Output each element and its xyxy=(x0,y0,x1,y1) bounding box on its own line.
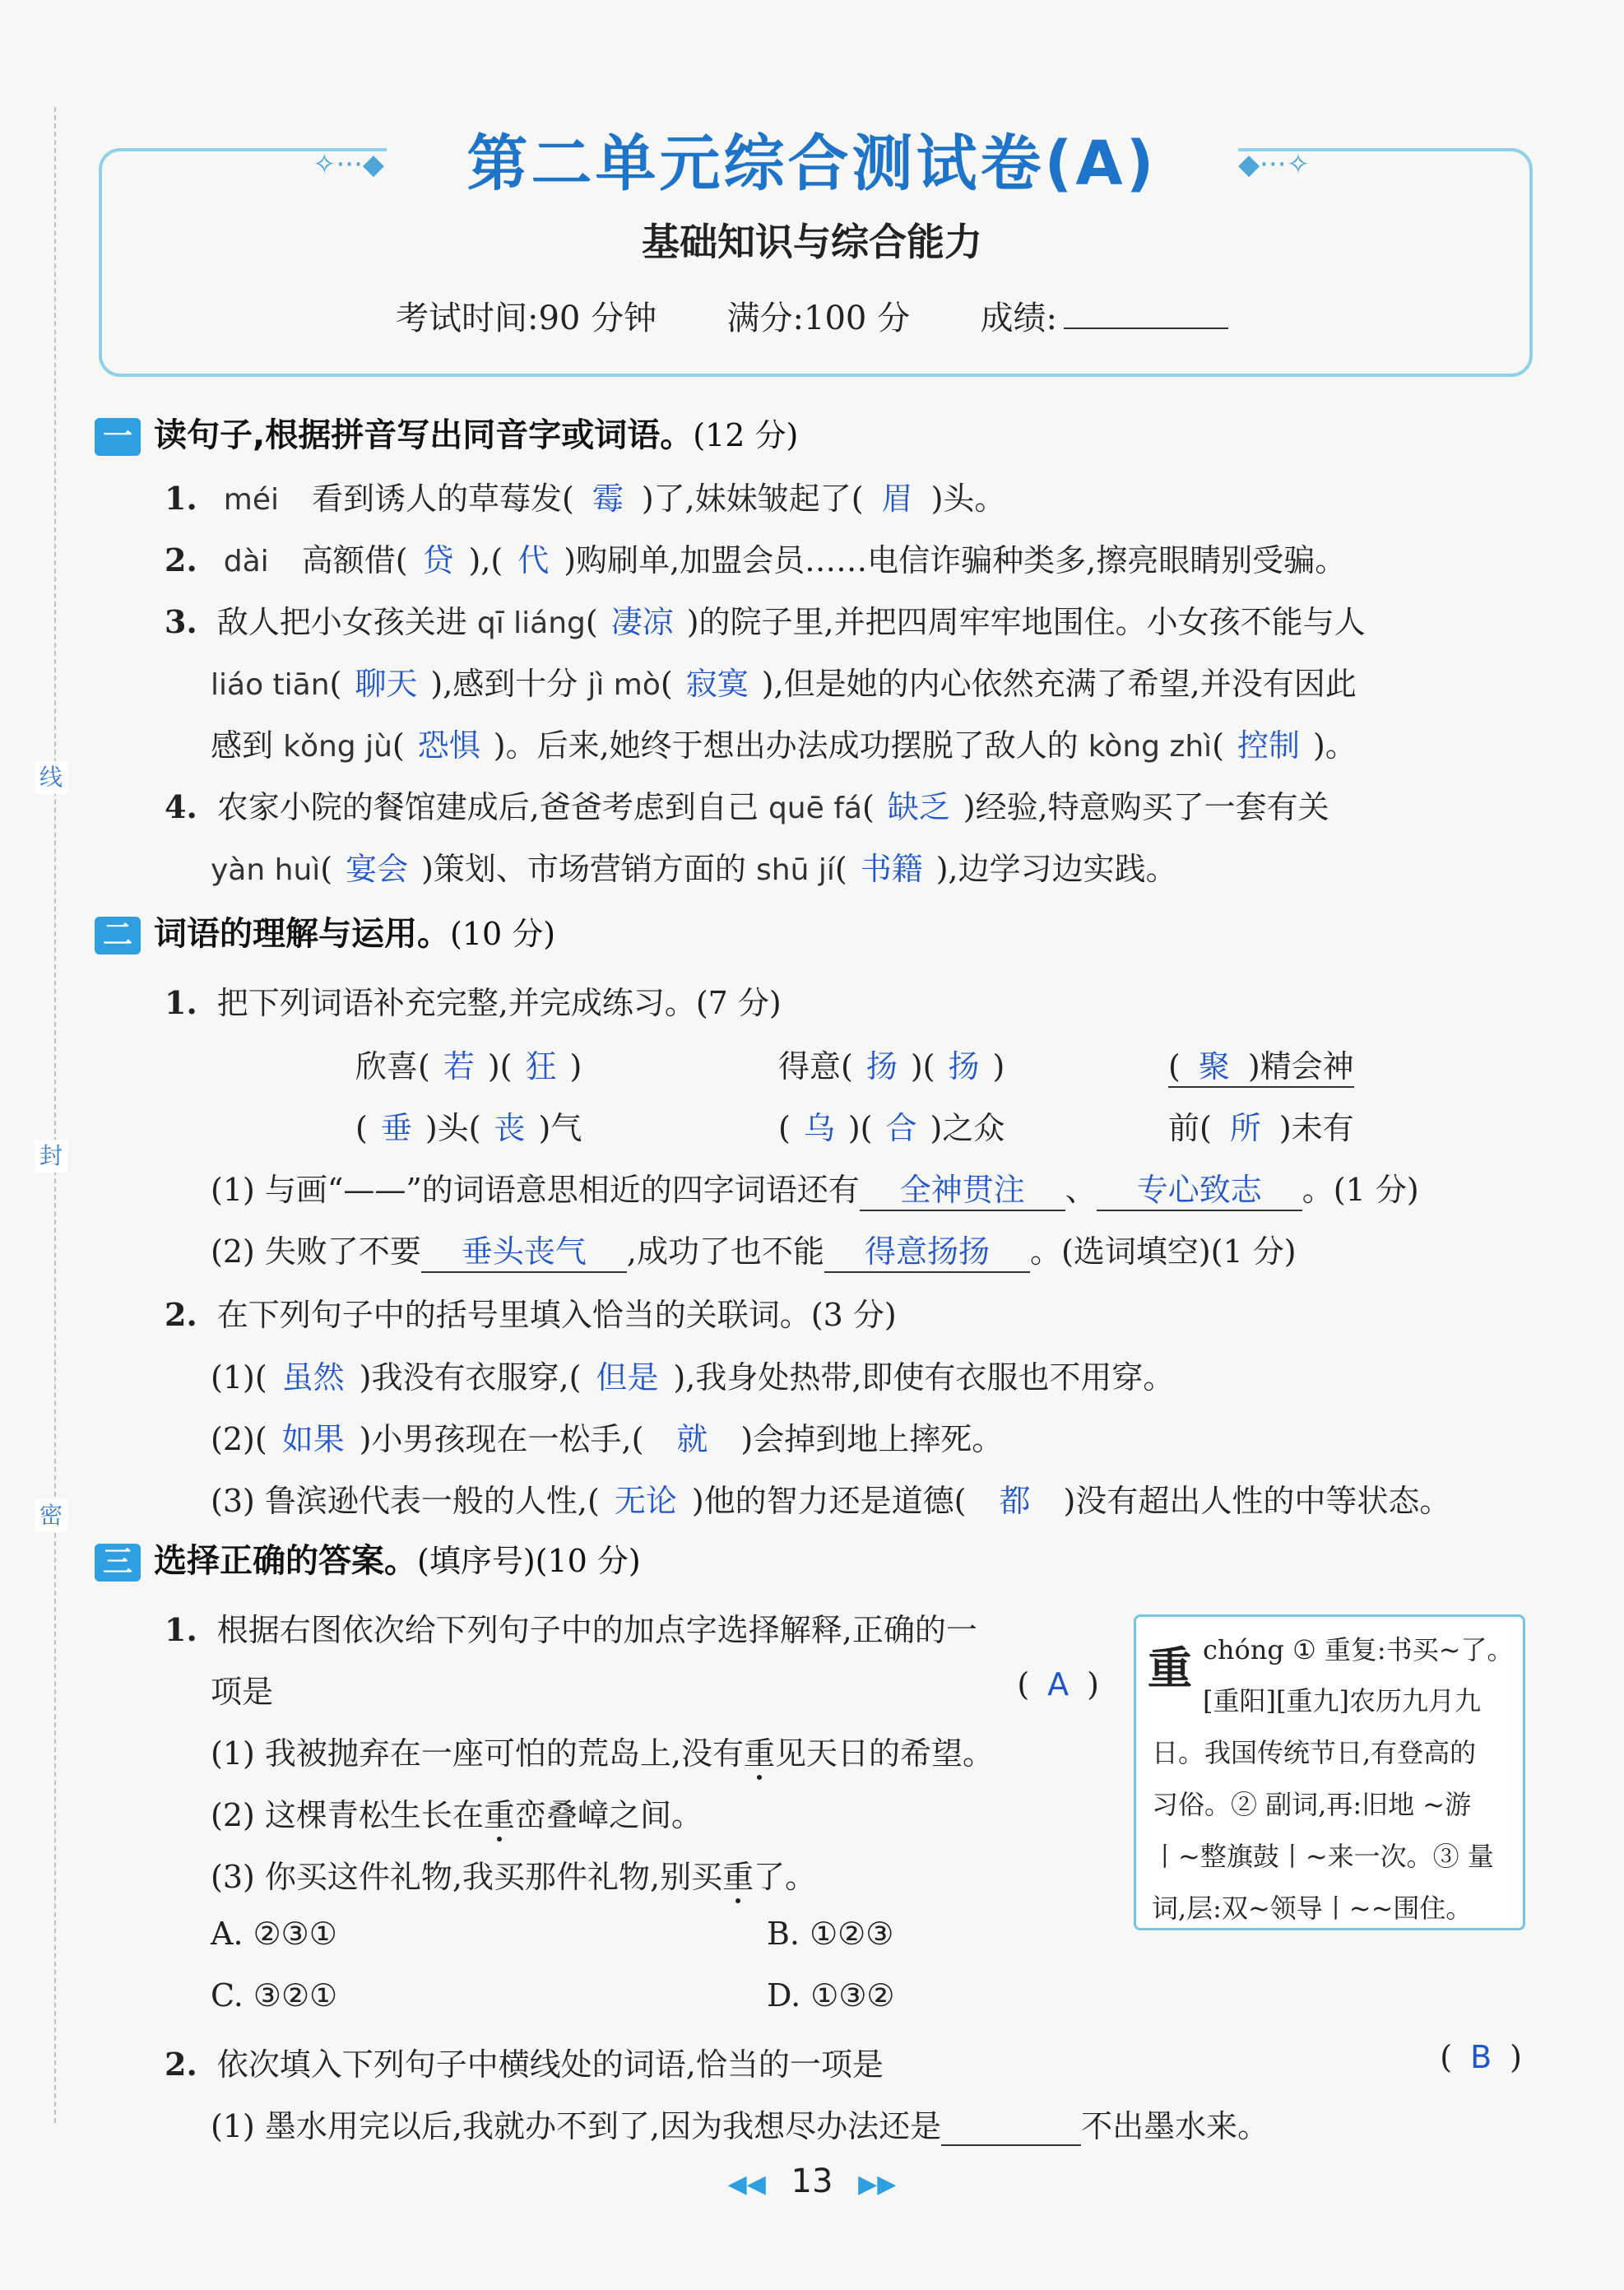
page-subtitle: 基础知识与综合能力 xyxy=(642,220,982,264)
option-c[interactable]: C. ③②① xyxy=(211,1977,338,2014)
dotted-char: 重 xyxy=(483,1797,515,1833)
text: )的院子里,并把四周牢牢地围住。小女孩不能与人 xyxy=(686,604,1366,640)
text: )。后来,她终于想出办法成功摆脱了敌人的 xyxy=(493,727,1088,764)
text: ,成功了也不能 xyxy=(626,1233,825,1270)
dict-line-4: 习俗。② 副词,再:旧地 ~游 xyxy=(1152,1789,1472,1820)
word-1: 欣喜( 若 )( 狂 ) xyxy=(355,1048,582,1085)
s1-q2 xyxy=(165,535,1346,580)
answer[interactable]: 如果 xyxy=(281,1421,345,1457)
dict-line-5: 丨~整旗鼓丨~来一次。③ 量 xyxy=(1152,1841,1494,1872)
text: (2) 失败了不要 xyxy=(211,1233,421,1270)
answer[interactable]: 乌 xyxy=(803,1110,835,1146)
answer[interactable]: 贷 xyxy=(422,542,454,578)
answer[interactable]: B xyxy=(1470,2039,1492,2075)
pinyin: jì mò xyxy=(587,668,661,702)
s2-r2: (2)( 如果 )小男孩现在一松手,( 就 )会掉到地上摔死。 xyxy=(211,1421,1004,1457)
text: 项是 xyxy=(211,1674,274,1710)
word-4: ( 垂 )头( 丧 )气 xyxy=(355,1110,582,1146)
answer[interactable]: 垂 xyxy=(380,1110,412,1146)
text: 把下列词语补充完整,并完成练习。(7 分) xyxy=(216,985,782,1021)
word-2: 得意( 扬 )( 扬 ) xyxy=(778,1048,1005,1085)
s2-q1 xyxy=(165,978,782,1023)
fill-blank[interactable] xyxy=(941,2111,1081,2146)
pinyin: quē fá xyxy=(768,792,862,825)
score-blank[interactable] xyxy=(1064,327,1228,329)
s3-q2 xyxy=(165,2039,1522,2084)
word-3-underlined: ( 聚 )精会神 xyxy=(1168,1041,1354,1088)
answer[interactable]: 虽然 xyxy=(281,1359,345,1396)
answer[interactable]: 丧 xyxy=(494,1110,526,1146)
s3-sentence-3: (3) 你买这件礼物,我买那件礼物,别买重了。 xyxy=(211,1859,817,1895)
answer[interactable]: 寂寞 xyxy=(685,666,749,702)
pinyin: kòng zhì xyxy=(1088,730,1213,764)
section-3-heading xyxy=(95,1535,641,1582)
s3-q1-line1 xyxy=(165,1605,977,1650)
s3-sentence-2: (2) 这棵青松生长在重峦叠嶂之间。 xyxy=(211,1797,703,1833)
next-arrows-icon: ▶▶ xyxy=(858,2170,897,2199)
s2-r3: (3) 鲁滨逊代表一般的人性,( 无论 )他的智力还是道德( 都 )没有超出人性的中等状态。 xyxy=(211,1483,1451,1519)
text: )。 xyxy=(1313,727,1357,764)
text: 农家小院的餐馆建成后,爸爸考虑到自己 xyxy=(216,789,768,825)
text: ),边学习边实践。 xyxy=(935,851,1177,887)
answer-blank[interactable]: 得意扬扬 xyxy=(824,1226,1030,1273)
answer[interactable]: 无论 xyxy=(614,1483,677,1519)
answer[interactable]: 霉 xyxy=(592,481,624,517)
page-title: 第二单元综合测试卷(A) xyxy=(466,128,1158,199)
s1-q3-line1 xyxy=(165,597,1366,642)
text: )经验,特意购买了一套有关 xyxy=(963,789,1329,825)
question-number: 1. xyxy=(165,1611,197,1648)
option-d[interactable]: D. ①③② xyxy=(767,1977,895,2014)
s1-q4-line2 xyxy=(211,843,1177,889)
pinyin: méi xyxy=(223,483,279,517)
dict-line-2: [重阳][重九]农历九月九 xyxy=(1203,1685,1481,1716)
text: ( xyxy=(861,789,875,825)
section-1-title: 读句子,根据拼音写出同音字或词语。 xyxy=(154,416,694,454)
margin-tag-secret: 密 xyxy=(35,1499,67,1532)
answer[interactable]: 书籍 xyxy=(860,851,923,887)
text: )头。 xyxy=(930,481,1006,517)
answer[interactable]: 所 xyxy=(1229,1110,1261,1146)
s3-sentence-1: (1) 我被抛弃在一座可怕的荒岛上,没有重见天日的希望。 xyxy=(211,1735,995,1772)
answer-bracket: ( B ) xyxy=(1440,2039,1522,2075)
exam-full-score: 满分:100 分 xyxy=(726,300,911,337)
text: ),但是她的内心依然充满了希望,并没有因此 xyxy=(761,666,1357,702)
text: ( xyxy=(320,851,333,887)
margin-tag-line: 线 xyxy=(35,761,67,794)
exam-score-label: 成绩: xyxy=(980,300,1057,337)
text: ( xyxy=(660,666,673,702)
exam-time: 考试时间:90 分钟 xyxy=(396,300,657,337)
text: 敌人把小女孩关进 xyxy=(216,604,477,640)
s3-q2-sentence-1: (1) 墨水用完以后,我就办不到了,因为我想尽办法还是 不出墨水来。 xyxy=(211,2108,1269,2144)
s3-q1-line2 xyxy=(211,1666,1099,1712)
right-ornament-icon: ◆···✧ xyxy=(1238,148,1311,181)
answer[interactable]: 狂 xyxy=(525,1048,557,1085)
dotted-char: 重 xyxy=(744,1735,776,1772)
answer[interactable]: 代 xyxy=(517,542,550,578)
text: 高额借( xyxy=(301,542,408,578)
answer[interactable]: 恐惧 xyxy=(417,727,480,764)
s1-q3-line3 xyxy=(211,720,1357,765)
word-6: 前( 所 )未有 xyxy=(1168,1110,1354,1146)
s1-q4-line1 xyxy=(165,782,1329,827)
s1-q1 xyxy=(165,473,1005,518)
question-number: 2. xyxy=(165,541,197,578)
s1-q3-line2 xyxy=(211,658,1357,704)
pinyin: shū jí xyxy=(756,853,835,887)
answer[interactable]: 扬 xyxy=(865,1048,898,1085)
section-1-heading xyxy=(95,409,798,456)
text: ( xyxy=(1212,727,1224,764)
section-3-number: 三 xyxy=(95,1544,141,1582)
pinyin: kǒng jù xyxy=(283,730,392,764)
text: ( xyxy=(834,851,847,887)
question-number: 1. xyxy=(165,984,197,1021)
page-number-bar xyxy=(0,2162,1624,2200)
option-b[interactable]: B. ①②③ xyxy=(767,1916,894,1952)
section-1-points: (12 分) xyxy=(693,417,799,453)
pinyin: dài xyxy=(223,545,269,578)
text: 根据右图依次给下列句子中的加点字选择解释,正确的一 xyxy=(216,1612,977,1648)
section-2-heading xyxy=(95,908,555,955)
dictionary-headword: 重 xyxy=(1148,1642,1192,1694)
s2-p2 xyxy=(211,1226,1297,1273)
question-number: 2. xyxy=(165,1296,197,1333)
answer[interactable]: 若 xyxy=(443,1048,475,1085)
s2-q2 xyxy=(165,1289,897,1335)
text: ( xyxy=(329,666,342,702)
text: ( xyxy=(585,604,598,640)
word-5: ( 乌 )( 合 )之众 xyxy=(778,1110,1005,1146)
dict-line-6: 词,层:双~领导丨~~围住。 xyxy=(1152,1893,1473,1924)
text: 感到 xyxy=(211,727,284,764)
left-ornament-icon: ✧···◆ xyxy=(313,148,385,181)
answer-blank[interactable]: 专心致志 xyxy=(1097,1164,1302,1211)
text: 在下列句子中的括号里填入恰当的关联词。(3 分) xyxy=(216,1297,897,1333)
s2-p1: (1) 与画“——”的词语意思相近的四字词语还有 全神贯注 、 专心致志 。(1 分) xyxy=(211,1164,1419,1211)
text: 依次填入下列句子中横线处的词语,恰当的一项是 xyxy=(216,2046,884,2083)
text: (1) 与画“——”的词语意思相近的四字词语还有 xyxy=(211,1172,860,1208)
section-3-title: 选择正确的答案。 xyxy=(154,1542,417,1580)
answer[interactable]: 聚 xyxy=(1198,1048,1230,1085)
s2-r1: (1)( 虽然 )我没有衣服穿,( 但是 ),我身处热带,即使有衣服也不用穿。 xyxy=(211,1359,1175,1396)
pinyin: qī liáng xyxy=(476,606,586,640)
pinyin: liáo tiān xyxy=(211,668,330,702)
question-number: 4. xyxy=(165,788,197,825)
answer-bracket: ( A ) xyxy=(1017,1666,1099,1702)
question-number: 3. xyxy=(165,603,197,640)
answer-blank[interactable]: 全神贯注 xyxy=(860,1164,1065,1211)
question-number: 1. xyxy=(165,480,197,517)
question-number: 2. xyxy=(165,2046,197,2083)
section-2-points: (10 分) xyxy=(450,916,556,952)
exam-info xyxy=(0,292,1624,339)
dict-line-3: 日。我国传统节日,有登高的 xyxy=(1152,1737,1477,1768)
text: )购刷单,加盟会员……电信诈骗种类多,擦亮眼睛别受骗。 xyxy=(564,542,1347,578)
text: ( xyxy=(392,727,405,764)
pinyin: yàn huì xyxy=(211,853,321,887)
answer[interactable]: A xyxy=(1047,1666,1070,1702)
text: 看到诱人的草莓发( xyxy=(311,481,574,517)
dotted-char: 重 xyxy=(722,1859,754,1895)
section-1-number: 一 xyxy=(95,418,141,456)
answer-blank[interactable]: 垂头丧气 xyxy=(421,1226,627,1273)
text: )了,妹妹皱起了( xyxy=(641,481,864,517)
answer[interactable]: 都 xyxy=(999,1483,1031,1519)
answer[interactable]: 凄凉 xyxy=(610,604,674,640)
binding-line xyxy=(54,107,56,2123)
section-3-points: (填序号)(10 分) xyxy=(417,1543,641,1579)
section-2-title: 词语的理解与运用。 xyxy=(154,915,450,953)
section-2-number: 二 xyxy=(95,917,141,955)
answer[interactable]: 就 xyxy=(676,1421,708,1457)
answer[interactable]: 缺乏 xyxy=(887,789,950,825)
margin-tag-seal: 封 xyxy=(35,1140,67,1173)
text: ),( xyxy=(468,542,503,578)
prev-arrows-icon: ◀◀ xyxy=(727,2170,766,2199)
answer[interactable]: 眉 xyxy=(881,481,913,517)
answer[interactable]: 宴会 xyxy=(346,851,409,887)
answer[interactable]: 控制 xyxy=(1237,727,1301,764)
option-a[interactable]: A. ②③① xyxy=(211,1916,337,1952)
page-number: 13 xyxy=(791,2162,833,2200)
answer[interactable]: 聊天 xyxy=(355,666,418,702)
answer[interactable]: 但是 xyxy=(596,1359,659,1396)
dict-line-1: chóng ① 重复:书买~了。 xyxy=(1203,1634,1514,1665)
answer[interactable]: 合 xyxy=(885,1110,917,1146)
text: 。(选词填空)(1 分) xyxy=(1030,1233,1297,1270)
answer[interactable]: 扬 xyxy=(948,1048,980,1085)
text: )策划、市场营销方面的 xyxy=(421,851,757,887)
text: ),感到十分 xyxy=(430,666,588,702)
text: 。(1 分) xyxy=(1302,1172,1419,1208)
